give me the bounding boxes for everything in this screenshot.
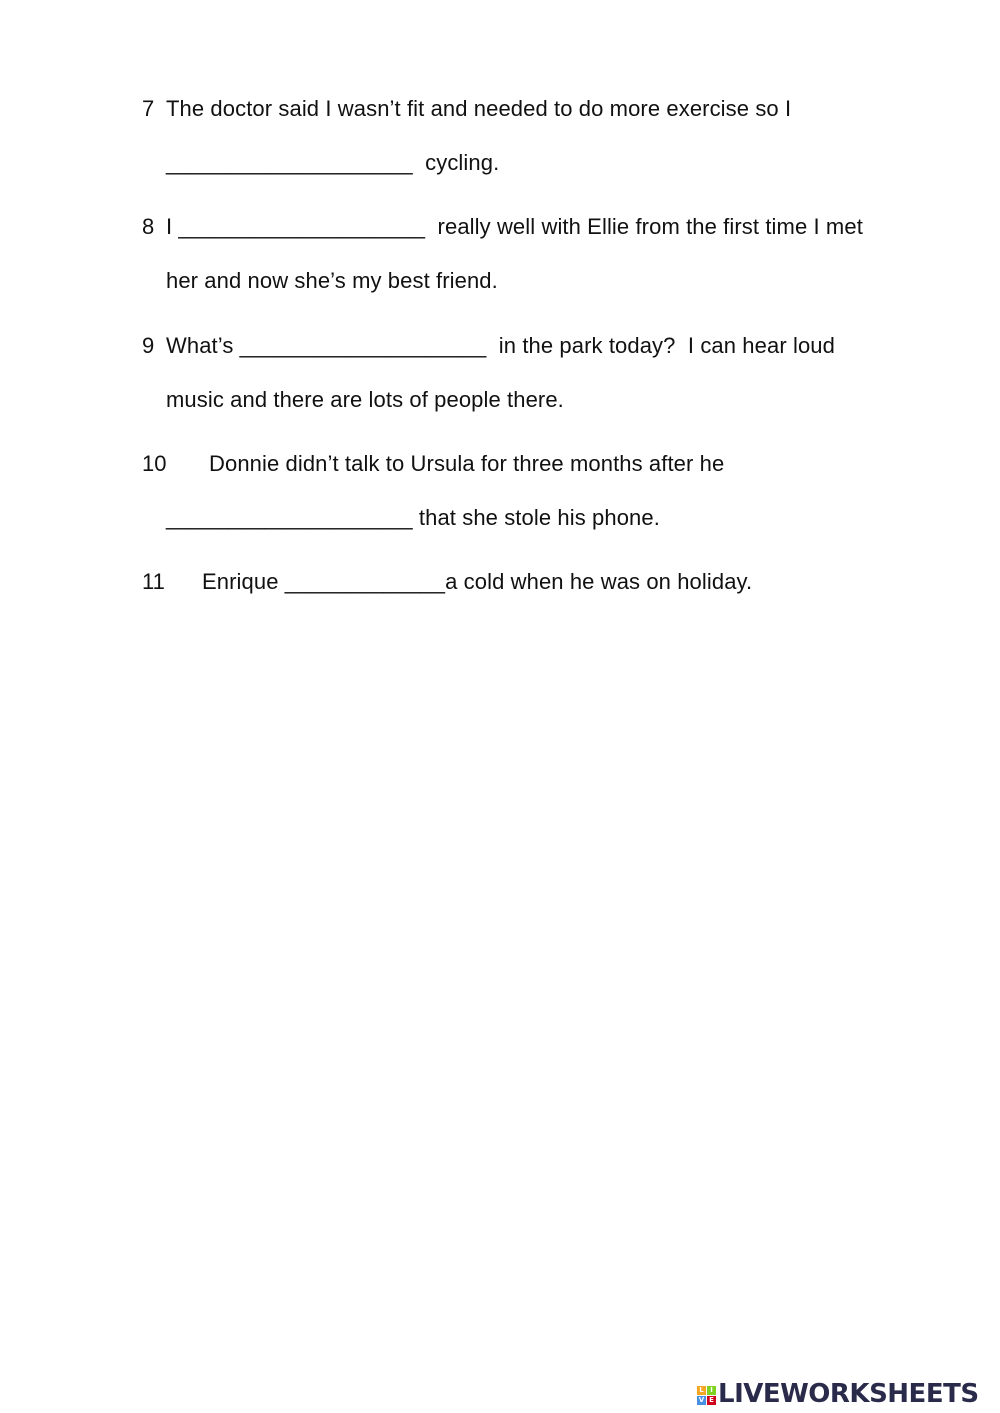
question-text-line-2: ____________________ cycling. [166, 150, 500, 175]
question-text-line-2: music and there are lots of people there. [166, 387, 564, 412]
question-text-line-1: The doctor said I wasn’t fit and needed to do more exercise so I [166, 96, 792, 121]
liveworksheets-logo-icon [697, 1386, 716, 1405]
question-text-line-1: What’s ____________________ in the park today? I can hear loud [166, 333, 835, 358]
logo-tile: E [707, 1396, 716, 1405]
logo-tile: V [698, 1395, 705, 1404]
logo-tile: L [697, 1386, 706, 1395]
logo-tile: I [707, 1386, 716, 1395]
question-number: 7 [142, 96, 155, 121]
question-number: 8 [142, 214, 155, 239]
question-number: 9 [142, 333, 155, 358]
liveworksheets-logo[interactable] [697, 1378, 979, 1410]
question-number: 10 [142, 451, 167, 476]
question-text-line-2: her and now she’s my best friend. [166, 268, 498, 293]
question-text-line-1: I ____________________ really well with Ellie from the first time I met [166, 214, 863, 239]
question-text-line-1: Enrique _____________a cold when he was on holiday. [202, 569, 753, 594]
question-text-line-1: Donnie didn’t talk to Ursula for three months after he [209, 451, 725, 476]
question-number: 11 [142, 569, 165, 594]
question-text-line-2: ____________________ that she stole his phone. [166, 505, 660, 530]
logo-text: LIVEWORKSHEETS [718, 1379, 979, 1409]
